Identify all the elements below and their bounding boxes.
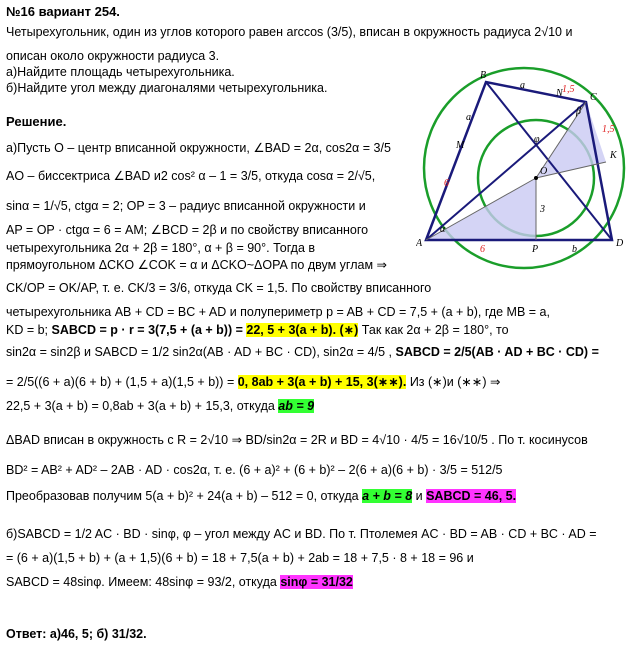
solution-line-5: четырехугольника 2α + 2β = 180°, α + β = 90°. Тогда в	[6, 241, 316, 255]
sum-value-highlight: a + b = 8	[362, 489, 413, 503]
label-mb: a	[466, 112, 471, 123]
vertex-c: C	[590, 92, 597, 103]
solution-heading: Решение.	[6, 114, 67, 129]
point-o: O	[540, 166, 548, 177]
sin-text: sin2α = sin2β и SABCD = 1/2 sin2α(AB · AD + BC · CD), sin2α = 4/5 ,	[6, 345, 392, 359]
solution-line-7: CK/OP = OK/AP, т. е. CK/3 = 3/6, откуда CK = 1,5. По свойству вписанного	[6, 281, 432, 295]
statement-line-2: описан около окружности радиуса 3.	[6, 49, 220, 63]
label-am: 6	[444, 178, 449, 189]
solution-line-4: AP = OP · ctgα = 6 = AM; ∠BCD = 2β и по свойству вписанного	[6, 223, 369, 237]
solution-line-2: AO – биссектриса ∠BAD и2 cos² α – 1 = 3/5, откуда cosα = 2/√5,	[6, 169, 376, 183]
vertex-b: B	[480, 70, 487, 81]
sin-phi-highlight: sinφ = 31/32	[280, 575, 353, 589]
solution-line-18	[6, 574, 353, 590]
solution-line-17: = (6 + a)(1,5 + b) + (a + 1,5)(6 + b) = 18 + 7,5(a + b) + 2ab = 18 + 7,5 · 8 + 18 = 96 и	[6, 551, 474, 565]
label-beta: β	[576, 106, 581, 117]
solution-line-16: б)SABCD = 1/2 AC · BD · sinφ, φ – угол между AC и BD. По т. Птолемея AC · BD = AB · CD + BC · AD =	[6, 527, 597, 541]
equation-text: 22,5 + 3(a + b) = 0,8ab + 3(a + b) + 15,3, откуда	[6, 399, 275, 413]
solution-line-9	[6, 322, 509, 338]
area2-prefix: SABCD = 2/5(AB · AD + BC · CD) =	[395, 345, 599, 359]
area-expression-highlight: 22, 5 + 3(a + b). (∗)	[246, 323, 359, 337]
point-k: K	[610, 150, 617, 161]
center-point	[534, 176, 538, 180]
and-word: и	[415, 489, 423, 503]
solution-line-1: а)Пусть O – центр вписанной окружности, ∠BAD = 2α, cos2α = 3/5	[6, 141, 391, 155]
quadratic-text: Преобразовав получим 5(a + b)² + 24(a + b) – 512 = 0, откуда	[6, 489, 359, 503]
solution-line-11	[6, 374, 500, 390]
solution-line-3: sinα = 1/√5, ctgα = 2; OP = 3 – радиус вписанной окружности и	[6, 199, 366, 213]
sin-phi-text: SABCD = 48sinφ. Имеем: 48sinφ = 93/2, откуда	[6, 575, 277, 589]
vertex-d: D	[616, 238, 624, 249]
label-ap: 6	[480, 244, 485, 255]
solution-line-15	[6, 488, 516, 504]
point-n: N	[556, 88, 563, 99]
answer-line: Ответ: а)46, 5; б) 31/32.	[6, 627, 147, 641]
vertex-a: A	[416, 238, 423, 249]
statement-line-4: б)Найдите угол между диагоналями четырехугольника.	[6, 81, 328, 95]
solution-line-8: четырехугольника AB + CD = BC + AD и полупериметр p = AB + CD = 7,5 + (a + b), где MB = a,	[6, 305, 550, 319]
kd-text: KD = b;	[6, 323, 49, 337]
angle-sum-text: Так как 2α + 2β = 180°, то	[361, 323, 509, 337]
statement-line-1: Четырехугольник, один из углов которого равен arccos (3/5), вписан в окружность радиуса 2√10 и	[6, 25, 573, 39]
combine-text: Из (∗)и (∗∗) ⇒	[409, 375, 501, 389]
problem-title: №16 вариант 254.	[6, 4, 120, 19]
solution-line-13: ΔBAD вписан в окружность с R = 2√10 ⇒ BD/sin2α = 2R и BD = 4√10 · 4/5 = 16√10/5 . По т. косинусов	[6, 433, 588, 447]
solution-line-12	[6, 398, 314, 414]
area-value-highlight: SABCD = 46, 5.	[426, 489, 517, 503]
label-ck: 1,5	[602, 124, 615, 135]
solution-line-10	[6, 344, 599, 360]
area-expression2-highlight: 0, 8ab + 3(a + b) + 15, 3(∗∗).	[237, 375, 407, 389]
label-bn: a	[520, 80, 525, 91]
expansion-text: = 2/5((6 + a)(6 + b) + (1,5 + a)(1,5 + b)) =	[6, 375, 235, 389]
point-m: M	[456, 140, 465, 151]
solution-line-14: BD² = AB² + AD² – 2AB · AD · cos2α, т. е. (6 + a)² + (6 + b)² – 2(6 + a)(6 + b) · 3/5 = 512/5	[6, 463, 503, 477]
label-phi: φ	[534, 134, 540, 145]
ab-value-highlight: ab = 9	[278, 399, 315, 413]
label-pd: b	[572, 244, 577, 255]
point-p: P	[532, 244, 539, 255]
area-formula: SABCD = p · r = 3(7,5 + (a + b)) =	[51, 323, 243, 337]
label-alpha: α	[440, 224, 446, 235]
geometry-figure	[416, 62, 630, 276]
label-cn: 1,5	[562, 84, 575, 95]
solution-line-6: прямоугольном ΔCKO ∠COK = α и ΔCKO~ΔOPA по двум углам ⇒	[6, 258, 387, 272]
label-op: 3	[540, 204, 545, 215]
statement-line-3: а)Найдите площадь четырехугольника.	[6, 65, 235, 79]
